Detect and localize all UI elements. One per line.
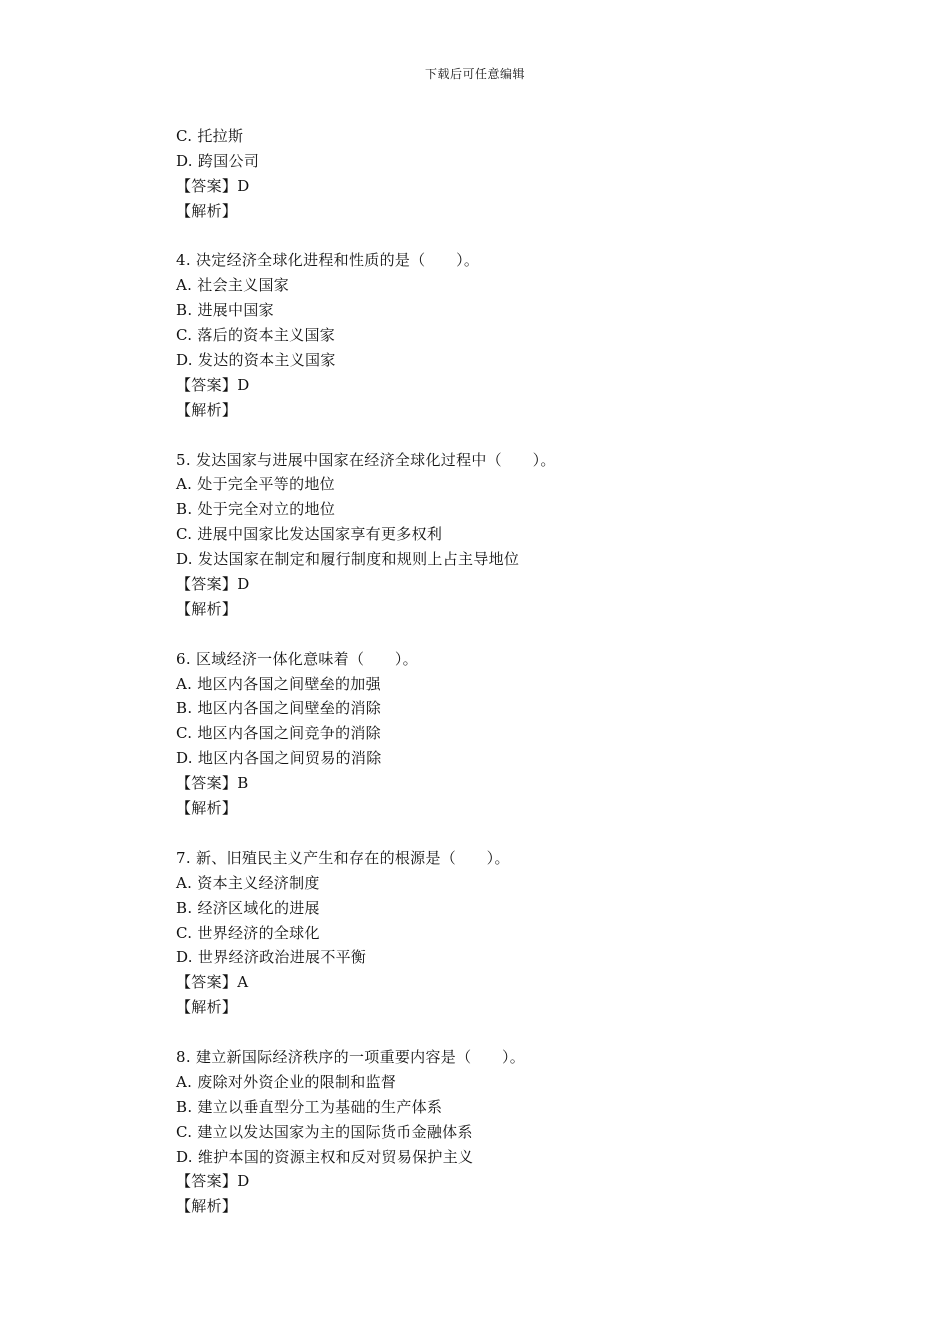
option-d: D. 发达国家在制定和履行制度和规则上占主导地位 (176, 550, 520, 569)
analysis: 【解析】 (176, 1197, 238, 1216)
option-b: B. 处于完全对立的地位 (176, 500, 336, 519)
option-d: D. 地区内各国之间贸易的消除 (176, 749, 382, 768)
question-7 (176, 846, 816, 1020)
question-stem: 7. 新、旧殖民主义产生和存在的根源是（ ）。 (176, 848, 510, 867)
option-a: A. 资本主义经济制度 (176, 873, 320, 892)
question-4 (176, 248, 816, 422)
option-d: D. 维护本国的资源主权和反对贸易保护主义 (176, 1147, 474, 1166)
analysis: 【解析】 (176, 201, 238, 220)
option-a: A. 废除对外资企业的限制和监督 (176, 1072, 397, 1091)
answer: 【答案】D (176, 176, 250, 195)
option-c: C. 世界经济的全球化 (176, 923, 320, 942)
question-8 (176, 1045, 816, 1219)
option-b: B. 地区内各国之间壁垒的消除 (176, 699, 382, 718)
question-6 (176, 647, 816, 821)
question-stem: 8. 建立新国际经济秩序的一项重要内容是（ ）。 (176, 1047, 526, 1066)
option-a: A. 处于完全平等的地位 (176, 475, 335, 494)
option-a: A. 社会主义国家 (176, 276, 290, 295)
page-header: 下载后可任意编辑 (424, 67, 525, 81)
option-b: B. 建立以垂直型分工为基础的生产体系 (176, 1097, 443, 1116)
answer: 【答案】D (176, 375, 250, 394)
option-c: C. 托拉斯 (176, 127, 244, 145)
option-d: D. 跨国公司 (176, 151, 260, 170)
option-b: B. 经济区域化的进展 (176, 898, 320, 917)
analysis: 【解析】 (176, 799, 238, 818)
option-d: D. 世界经济政治进展不平衡 (176, 948, 367, 967)
analysis: 【解析】 (176, 599, 238, 618)
analysis: 【解析】 (176, 998, 238, 1017)
question-stem: 6. 区域经济一体化意味着（ ）。 (176, 649, 418, 668)
option-c: C. 建立以发达国家为主的国际货币金融体系 (176, 1122, 473, 1141)
option-c: C. 落后的资本主义国家 (176, 326, 336, 345)
answer: 【答案】A (176, 973, 249, 992)
answer: 【答案】D (176, 575, 250, 594)
question-stem: 5. 发达国家与进展中国家在经济全球化过程中（ ）。 (176, 450, 556, 469)
spacer (176, 423, 816, 448)
option-c: C. 地区内各国之间竞争的消除 (176, 724, 381, 743)
question-3-continuation (176, 124, 816, 224)
question-5 (176, 448, 816, 622)
option-d: D. 发达的资本主义国家 (176, 351, 336, 370)
analysis: 【解析】 (176, 400, 238, 419)
spacer (176, 622, 816, 647)
option-b: B. 进展中国家 (176, 301, 274, 320)
spacer (176, 1020, 816, 1045)
document-body (176, 124, 816, 1219)
question-stem: 4. 决定经济全球化进程和性质的是（ ）。 (176, 251, 480, 270)
answer: 【答案】B (176, 774, 249, 793)
spacer (176, 821, 816, 846)
answer: 【答案】D (176, 1172, 250, 1191)
option-c: C. 进展中国家比发达国家享有更多权利 (176, 525, 443, 544)
spacer (176, 224, 816, 249)
option-a: A. 地区内各国之间壁垒的加强 (176, 674, 381, 693)
